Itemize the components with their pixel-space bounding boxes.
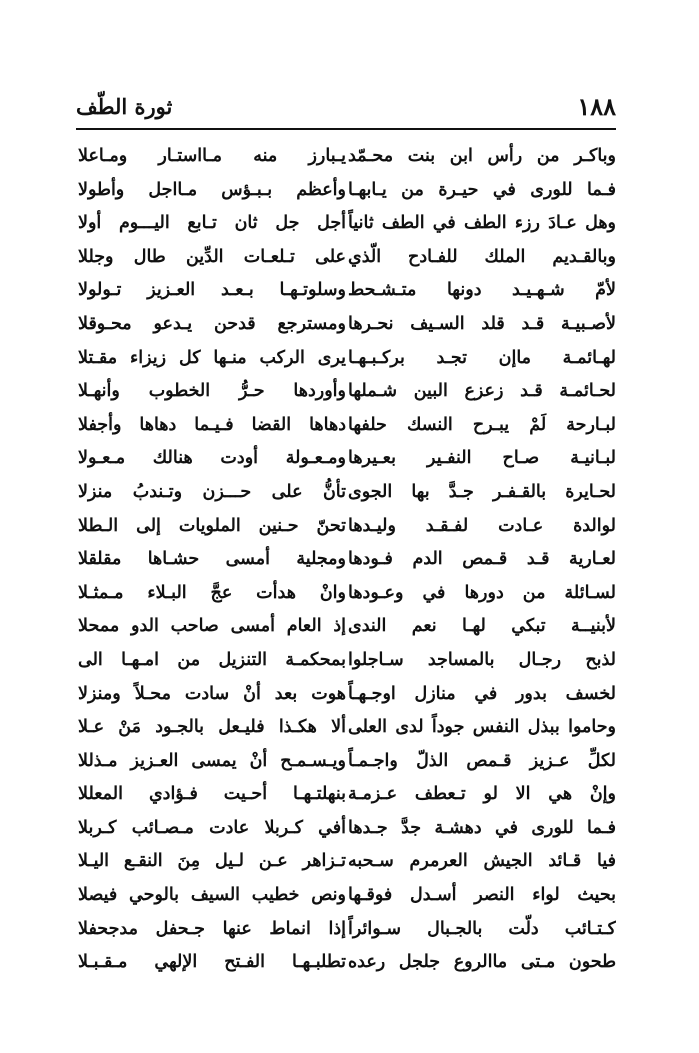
verse-line: لهـائمـة ماإن تجـد بركـبـهـا — [348, 347, 616, 368]
verse-line: لحـائمـة قـد زعزع البين شـملها — [348, 381, 616, 402]
verse-line: وأوردها حـرُّ الخطوب وأنهـلا — [78, 381, 346, 402]
verse-line: لعـارية قـد قـمص الدم فـودها — [348, 549, 616, 570]
verse-line: تـزاهر عـن لـيل مِنَ النقـع اليـلا — [78, 851, 346, 872]
poem-left-column — [78, 140, 346, 980]
verse-line: وحاموا ببذل النفس جوداً لدى العلى — [348, 717, 616, 738]
verse-line: لأبنيــة تبكي لهـا نعم الندى — [348, 616, 616, 637]
poem-right-column — [348, 140, 616, 980]
verse-line: لذبح رجـال بالمساجد سـاجلوا — [348, 649, 616, 670]
verse-line: يـبارز منه مـااستـار ومـاعلا — [78, 146, 346, 166]
verse-line: كـتـائب دلّت بالجـبال سـوائراً — [348, 918, 616, 939]
verse-line: تطلبـهـا الفـتح الإلهي مـقـبـلا — [78, 952, 346, 973]
verse-line: وسلوتـهـا بـعـد العـزيز تـولولا — [78, 280, 346, 301]
verse-line: إذا انماط عنها جـحفل مدجحفلا — [78, 918, 346, 939]
verse-line: بمحكمـة التنزيل من امـهـا الى — [78, 649, 346, 670]
verse-line: لبـارحة لَمْ يبـرح النسك حلفها — [348, 414, 616, 435]
verse-line: لخسف بدور في منازل اوجـهـاً — [348, 683, 616, 704]
verse-line: ونص خطيب السيف بالوحي فيصلا — [78, 885, 346, 906]
verse-line: لأصـبيـة قـد قلد السـيف نحـرها — [348, 313, 616, 334]
verse-line: لسـائلة من دورها في وعـودها — [348, 582, 616, 603]
verse-line: بنهلتـهـا أحـيت فـؤادي المعللا — [78, 784, 346, 805]
header-rule — [76, 128, 616, 130]
verse-line: طحون مـتى ماالروع جلجل رعده — [348, 952, 616, 973]
verse-line: تأنُّ على حـــزن وتـندبُ منزلا — [78, 481, 346, 502]
verse-line: فـما للورى في دهشـة جدَّ جـدها — [348, 817, 616, 838]
verse-line: ويـسـمـح أنْ يمسى العـزيز مـذللا — [78, 750, 346, 771]
verse-line: فـما للورى في حيـرة من يـابهـا — [348, 179, 616, 200]
verse-line: على تـلعـات الدِّين طال وجللا — [78, 246, 346, 267]
verse-line: ومجلية أمسى حشـاها مقلقلا — [78, 549, 346, 570]
verse-line: ومـعـولة أودت هنالك مـعـولا — [78, 448, 346, 469]
verse-line: لوالدة عـادت لفـقـد وليـدها — [348, 515, 616, 536]
verse-line: لكلِّ عـزيز قـمص الذلّ واجـمـاً — [348, 750, 616, 771]
verse-line: فيا قـائد الجيش العرمرم سـحبه — [348, 851, 616, 872]
verse-line: أجل جل ثان تـابع اليـــوم أولا — [78, 213, 346, 234]
verse-line: تحنّ حـنين الملويات إلى الـطلا — [78, 515, 346, 536]
verse-line: هوت بعد أنْ سادت محـلاً ومنزلا — [78, 683, 346, 704]
verse-line: وباكـر من رأس ابن بنت محـمّد — [348, 146, 616, 166]
verse-line: دهاها القضا فـيـما دهاها وأجفلا — [78, 414, 346, 435]
verse-line: وبالقـديم الملك للفـادح الّذي — [348, 246, 616, 267]
verse-line: وأعظم بـبـؤس مـااجل وأطولا — [78, 179, 346, 200]
verse-line: لبـانيـة صـاح النفـير بعـيرها — [348, 448, 616, 469]
verse-line: يرى الركب منـها كل زيزاء مقـتلا — [78, 347, 346, 368]
verse-line: وإنْ هي الا لو تـعطف عـزمـة — [348, 784, 616, 805]
verse-line: وهل عـادَ رزء الطف في الطف ثانياً — [348, 213, 616, 234]
running-title: ثورة الطّف — [76, 94, 173, 119]
page-number: ١٨٨ — [577, 92, 616, 121]
verse-line: ومسترجع قدحن يـدعو محـوقلا — [78, 313, 346, 334]
verse-line: أفي كـربلا عادت مـصـائب كـربلا — [78, 817, 346, 838]
page-header — [76, 92, 616, 128]
verse-line: ألا هكـذا فليـعل بالجـود مَنْ عـلا — [78, 717, 346, 738]
verse-line: لأمّ شـهـيـد دونها متـشـحط — [348, 280, 616, 301]
verse-line: إذ العام أمسى صاحب الدو ممحلا — [78, 616, 346, 637]
verse-line: وانْ هدأت عجَّ البـلاء مـمثـلا — [78, 582, 346, 603]
verse-line: بحيث لواء النصر أسـدل فوقـها — [348, 885, 616, 906]
verse-line: لحـايرة بالقـفـر جـدَّ بها الجوى — [348, 481, 616, 502]
